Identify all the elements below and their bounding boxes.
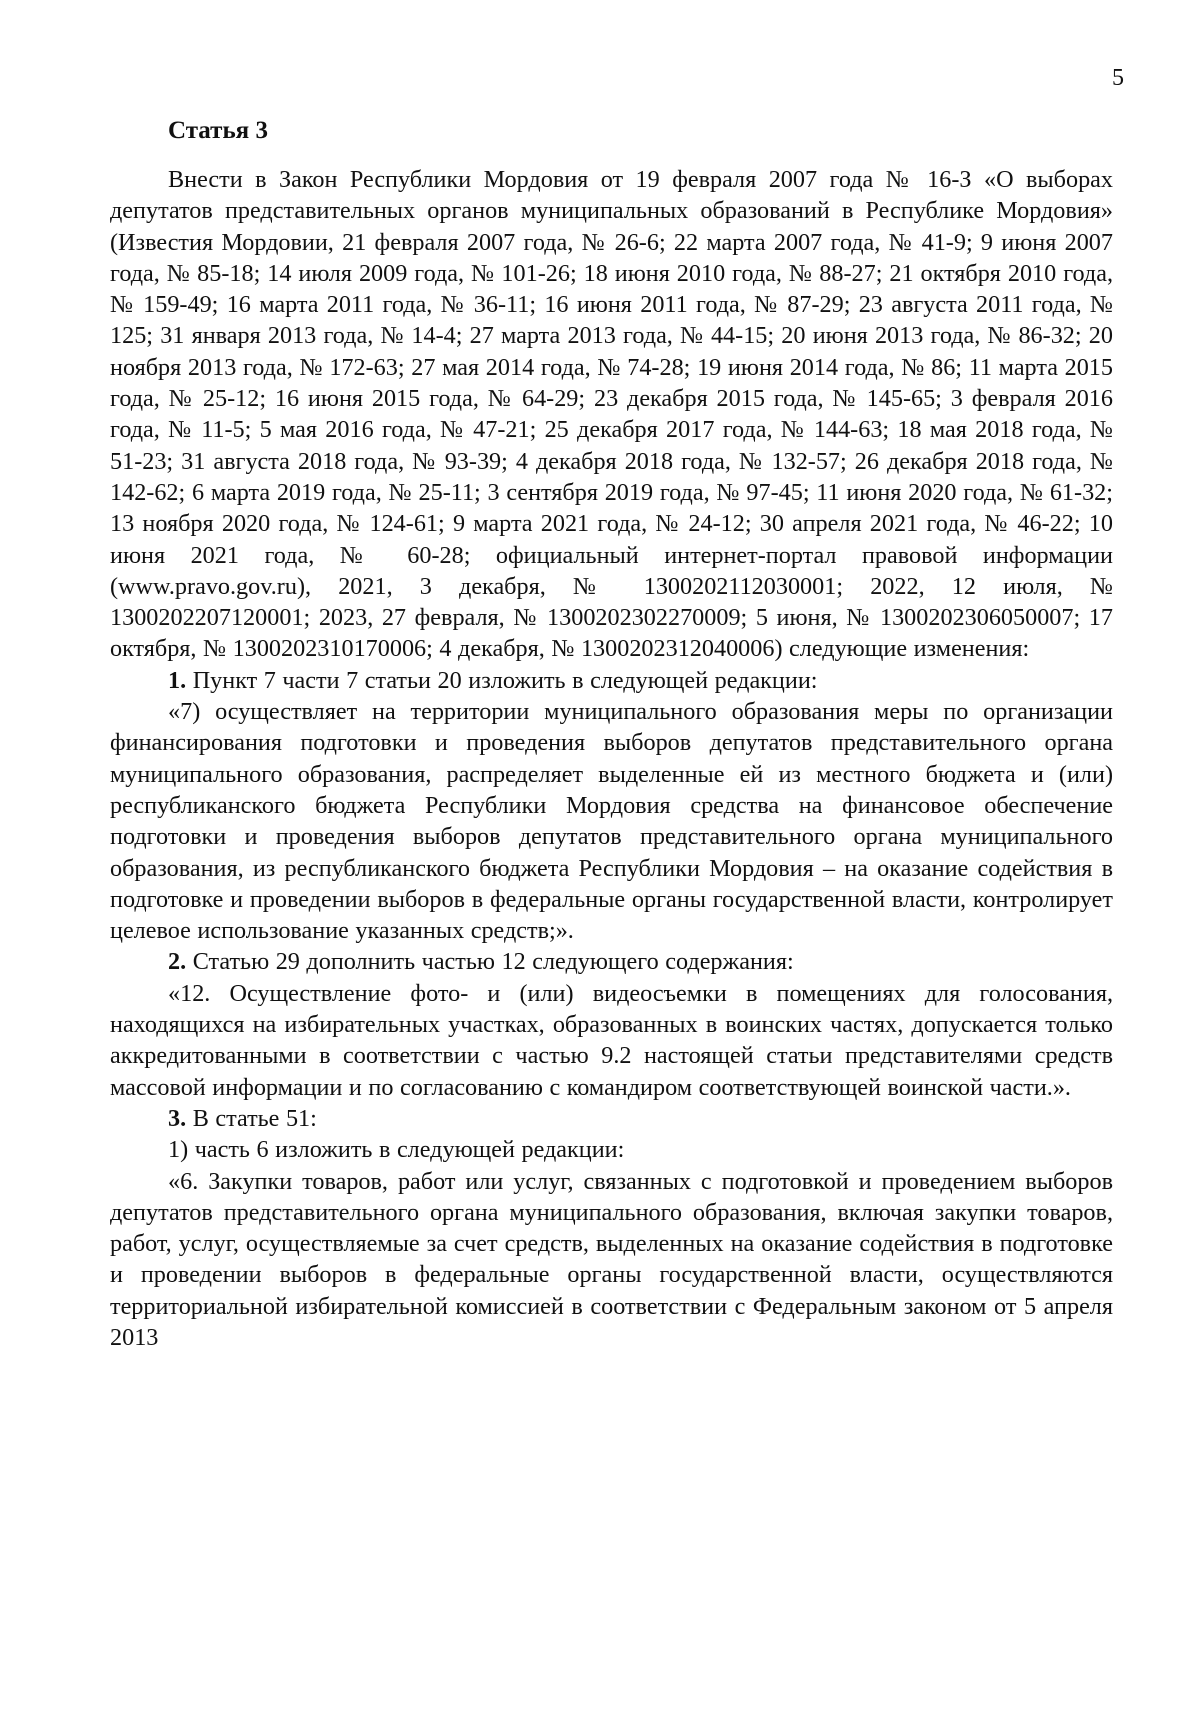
- quoted-amendment-7: «7) осуществляет на территории муниципального образования меры по организации финансирования подготовки и проведения выборов депутатов представительного органа муниципального образования, распределяет выделенные ей из местного бюджета и (или) республиканского бюджета Республики Мордовия средства на финансовое обеспечение подготовки и проведения выборов депутатов представительного органа муниципального образования, из республиканского бюджета Республики Мордовия – на оказание содействия в подготовке и проведении выборов в федеральные органы государственной власти, контролирует целевое использование указанных средств;».: [110, 698, 1113, 945]
- article-title: Статья 3: [168, 117, 268, 144]
- item-number: 1.: [168, 666, 187, 694]
- document-body: [110, 164, 1113, 1353]
- quoted-amendment-6: «6. Закупки товаров, работ или услуг, связанных с подготовкой и проведением выборов депутатов представительного органа муниципального образования, включая закупки товаров, работ, услуг, осуществляемые за счет средств, выделенных на оказание содействия в подготовке и проведении выборов в федеральные органы государственной власти, осуществляются территориальной избирательной комиссией в соответствии с Федеральным законом от 5 апреля 2013: [110, 1167, 1113, 1351]
- quoted-amendment-12: «12. Осуществление фото- и (или) видеосъемки в помещениях для голосования, находящихся на избирательных участках, образованных в воинских частях, допускается только аккредитованными в соответствии с частью 9.2 настоящей статьи представителями средств массовой информации и по согласованию с командиром соответствующей воинской части.».: [110, 979, 1113, 1101]
- page-number: 5: [1112, 65, 1124, 91]
- item-1-paragraph: 1. Пункт 7 части 7 статьи 20 изложить в следующей редакции:: [168, 666, 818, 694]
- subitem-1-paragraph: 1) часть 6 изложить в следующей редакции:: [168, 1136, 625, 1164]
- item-3-paragraph: 3. В статье 51:: [168, 1104, 317, 1132]
- intro-paragraph: Внести в Закон Республики Мордовия от 19 февраля 2007 года № 16-З «О выборах депутатов представительных органов муниципальных образований в Республике Мордовия» (Известия Мордовии, 21 февраля 2007 года, № 26-6; 22 марта 2007 года, № 41-9; 9 июня 2007 года, № 85-18; 14 июля 2009 года, № 101-26; 18 июня 2010 года, № 88-27; 21 октября 2010 года, № 159-49; 16 марта 2011 года, № 36-11; 16 июня 2011 года, № 87-29; 23 августа 2011 года, № 125; 31 января 2013 года, № 14-4; 27 марта 2013 года, № 44-15; 20 июня 2013 года, № 86-32; 20 ноября 2013 года, № 172-63; 27 мая 2014 года, № 74-28; 19 июня 2014 года, № 86; 11 марта 2015 года, № 25-12; 16 июня 2015 года, № 64-29; 23 декабря 2015 года, № 145-65; 3 февраля 2016 года, № 11-5; 5 мая 2016 года, № 47-21; 25 декабря 2017 года, № 144-63; 18 мая 2018 года, № 51-23; 31 августа 2018 года, № 93-39; 4 декабря 2018 года, № 132-57; 26 декабря 2018 года, № 142-62; 6 марта 2019 года, № 25-11; 3 сентября 2019 года, № 97-45; 11 июня 2020 года, № 61-32; 13 ноября 2020 года, № 124-61; 9 марта 2021 года, № 24-12; 30 апреля 2021 года, № 46-22; 10 июня 2021 года, № 60-28; официальный интернет-портал правовой информации (www.pravo.gov.ru), 2021, 3 декабря, № 1300202112030001; 2022, 12 июля, № 1300202207120001; 2023, 27 февраля, № 1300202302270009; 5 июня, № 1300202306050007; 17 октября, № 1300202310170006; 4 декабря, № 1300202312040006) следующие изменения:: [110, 166, 1113, 663]
- item-number: 2.: [168, 948, 187, 976]
- item-number: 3.: [168, 1104, 187, 1132]
- item-2-paragraph: 2. Статью 29 дополнить частью 12 следующего содержания:: [168, 948, 794, 976]
